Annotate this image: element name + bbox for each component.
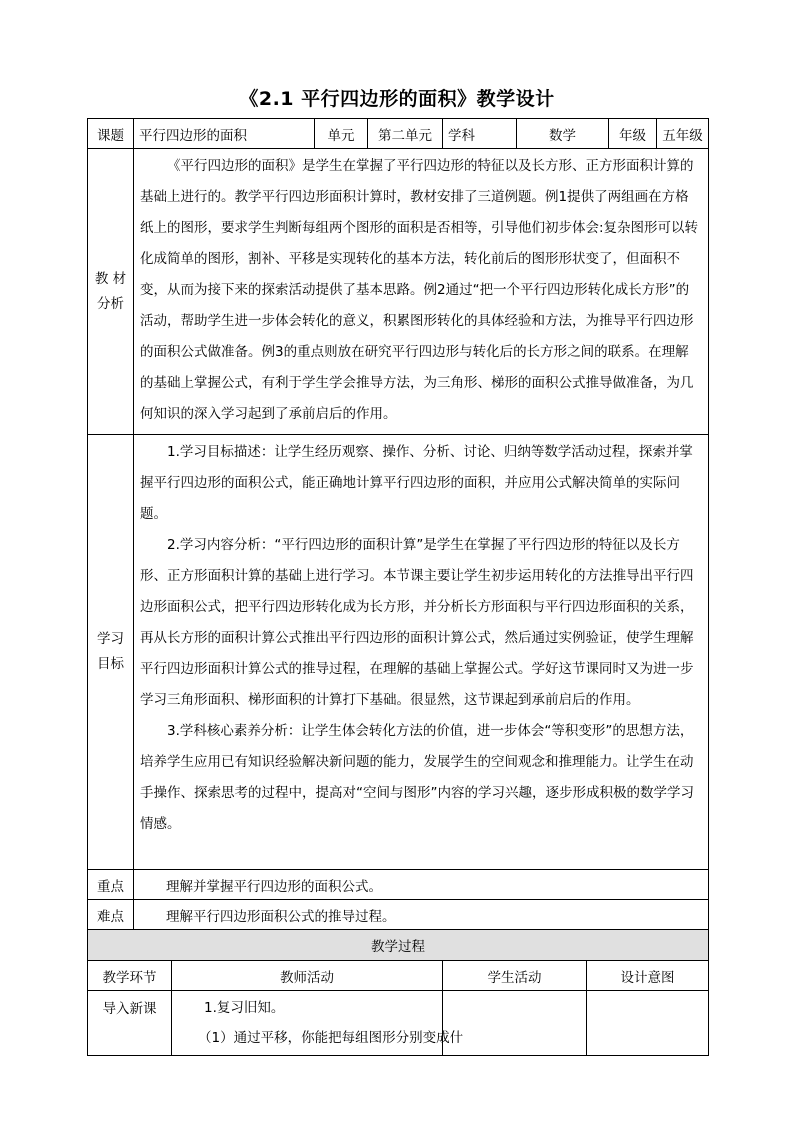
zhongdian-row — [88, 870, 709, 900]
col-intent-header: 设计意图 — [587, 961, 709, 991]
process-row-intro — [88, 991, 709, 1056]
jiaocai-row — [88, 149, 709, 435]
header-row — [88, 119, 709, 149]
xuexi-text-cell — [134, 435, 709, 870]
process-title: 教学过程 — [88, 930, 709, 961]
jiaocai-label-line1: 教 材 — [94, 270, 127, 287]
process-header-row — [88, 961, 709, 991]
teacher-activity-intro — [172, 991, 464, 1056]
nandian-row — [88, 900, 709, 930]
xueke-value: 数学 — [517, 119, 609, 149]
xuexi-label-line2: 目标 — [97, 656, 124, 672]
zhongdian-label: 重点 — [88, 870, 134, 900]
jiaocai-label-line2: 分析 — [97, 295, 124, 312]
xueke-label: 学科 — [443, 119, 517, 149]
jiaocai-label — [88, 149, 134, 435]
nandian-text: 理解平行四边形面积公式的推导过程。 — [134, 900, 709, 930]
xuexi-label-line1: 学习 — [97, 631, 124, 647]
xuexi-paragraph-3: 3.学科核心素养分析：让学生体会转化方法的价值，进一步体会“等积变形”的思想方法，培养学生应用已有知识经验解决新问题的能力，发展学生的空间观念和推理能力。让学生在动手操作、探索思考的过程中，提高对“空间与图形”内容的学习兴趣，逐步形成积极的数学学习情感。 — [140, 723, 694, 832]
xuexi-paragraph-1: 1.学习目标描述：让学生经历观察、操作、分析、讨论、归纳等数学活动过程，探索并掌握平行四边形的面积公式，能正确地计算平行四边形的面积，并应用公式解决简单的实际问题。 — [140, 444, 693, 522]
stage-intro: 导入新课 — [88, 991, 172, 1056]
zhongdian-text: 理解并掌握平行四边形的面积公式。 — [134, 870, 709, 900]
process-title-row — [88, 930, 709, 961]
danyuan-label: 单元 — [315, 119, 368, 149]
nianji-value: 五年级 — [657, 119, 709, 149]
col-stage-header: 教学环节 — [88, 961, 172, 991]
intro-line-1: 1.复习旧知。 — [204, 1000, 285, 1016]
xuexi-label — [88, 435, 134, 870]
student-activity-intro — [443, 991, 587, 1056]
keti-label: 课题 — [88, 119, 134, 149]
intro-line-2: （1）通过平移，你能把每组图形分别变成什 — [198, 1030, 464, 1046]
jiaocai-text: 《平行四边形的面积》是学生在掌握了平行四边形的特征以及长方形、正方形面积计算的基础上进行的。教学平行四边形面积计算时，教材安排了三道例题。例1提供了两组画在方格纸上的图形，要求学生判断每组两个图形的面积是否相等，引导他们初步体会:复杂图形可以转化成简单的图形，割补、平移是实现转化的基本方法，转化前后的图形形状变了，但面积不变，从而为接下来的探索活动提供了基本思路。例2通过“把一个平行四边形转化成长方形”的活动，帮助学生进一步体会转化的意义，积累图形转化的具体经验和方法，为推导平行四边形的面积公式做准备。例3的重点则放在研究平行四边形与转化后的长方形之间的联系。在理解的基础上掌握公式，有利于学生学会推导方法，为三角形、梯形的面积公式推导做准备，为几何知识的深入学习起到了承前启后的作用。 — [140, 158, 699, 422]
intent-intro — [587, 991, 709, 1056]
page-title: 《2.1 平行四边形的面积》教学设计 — [239, 88, 555, 110]
danyuan-value: 第二单元 — [368, 119, 443, 149]
jiaocai-text-cell — [134, 149, 709, 435]
nandian-label: 难点 — [88, 900, 134, 930]
lesson-plan-table — [87, 118, 709, 1056]
col-teacher-header: 教师活动 — [172, 961, 443, 991]
xuexi-row — [88, 435, 709, 870]
col-student-header: 学生活动 — [443, 961, 587, 991]
keti-value: 平行四边形的面积 — [134, 119, 315, 149]
nianji-label: 年级 — [609, 119, 657, 149]
xuexi-paragraph-2: 2.学习内容分析：“平行四边形的面积计算”是学生在掌握了平行四边形的特征以及长方形、正方形面积计算的基础上进行学习。本节课主要让学生初步运用转化的方法推导出平行四边形面积公式，把平行四边形转化成为长方形，并分析长方形面积与平行四边形面积的关系，再从长方形的面积计算公式推出平行四边形的面积计算公式，然后通过实例验证，使学生理解平行四边形面积计算公式的推导过程，在理解的基础上掌握公式。学好这节课同时又为进一步学习三角形面积、梯形面积的计算打下基础。很显然，这节课起到承前启后的作用。 — [140, 537, 694, 708]
